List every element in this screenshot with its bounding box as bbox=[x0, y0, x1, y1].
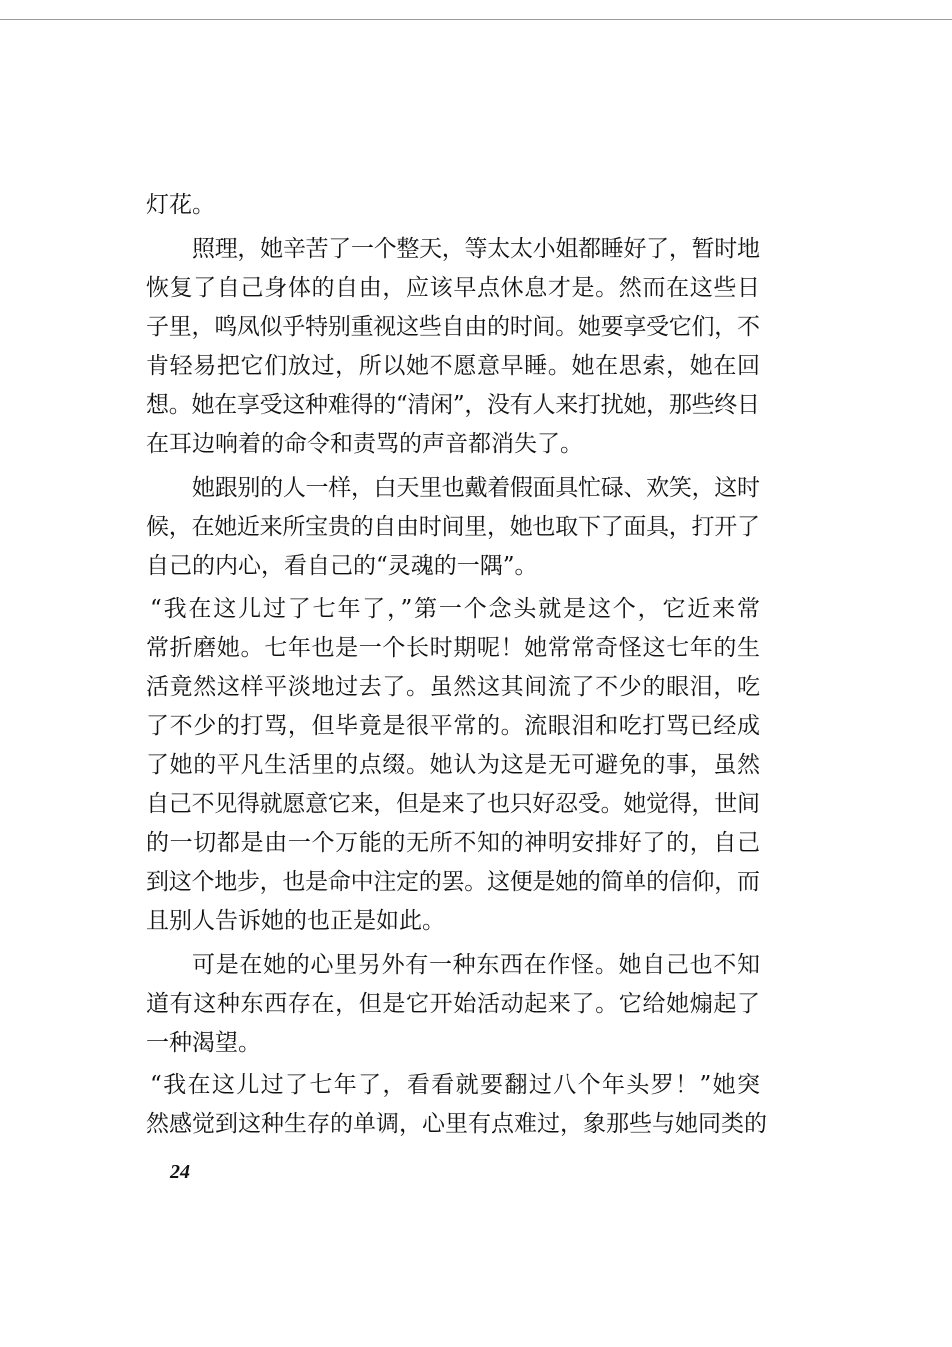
text-line: 子里，鸣凤似乎特别重视这些自由的时间。她要享受它们，不 bbox=[146, 314, 760, 340]
text-line: 活竟然这样平淡地过去了。虽然这其间流了不少的眼泪，吃 bbox=[146, 674, 761, 700]
text-line: 且别人告诉她的也正是如此。 bbox=[146, 908, 445, 934]
text-line: 可是在她的心里另外有一种东西在作怪。她自己也不知 bbox=[192, 952, 761, 978]
text-line: 一种渴望。 bbox=[146, 1030, 261, 1056]
page-number: 24 bbox=[170, 1161, 190, 1183]
text-line: 常折磨她。七年也是一个长时期呢！她常常奇怪这七年的生 bbox=[146, 635, 761, 661]
text-line: “我在这儿过了七年了，看看就要翻过八个年头罗！”她突 bbox=[150, 1072, 762, 1098]
top-rule bbox=[0, 19, 952, 20]
text-line: 的一切都是由一个万能的无所不知的神明安排好了的，自己 bbox=[146, 830, 761, 856]
text-line: 她跟别的人一样，白天里也戴着假面具忙碌、欢笑，这时 bbox=[192, 475, 760, 501]
text-line: 到这个地步，也是命中注定的罢。这便是她的简单的信仰，而 bbox=[146, 869, 760, 895]
text-line: “我在这儿过了七年了，”第一个念头就是这个，它近来常 bbox=[150, 596, 762, 622]
text-line: 自己不见得就愿意它来，但是来了也只好忍受。她觉得，世间 bbox=[146, 791, 760, 817]
text-line: 肯轻易把它们放过，所以她不愿意早睡。她在思索，她在回 bbox=[146, 353, 761, 379]
text-line: 候，在她近来所宝贵的自由时间里，她也取下了面具，打开了 bbox=[146, 514, 760, 540]
text-line: 想。她在享受这种难得的“清闲”，没有人来打扰她，那些终日 bbox=[146, 392, 760, 418]
text-line: 在耳边响着的命令和责骂的声音都消失了。 bbox=[146, 431, 583, 457]
text-line: 道有这种东西存在，但是它开始活动起来了。它给她煽起了 bbox=[146, 991, 761, 1017]
text-line: 然感觉到这种生存的单调，心里有点难过，象那些与她同类的 bbox=[146, 1111, 767, 1137]
text-line: 照理，她辛苦了一个整天，等太太小姐都睡好了，暂时地 bbox=[192, 236, 760, 262]
text-line: 了她的平凡生活里的点缀。她认为这是无可避免的事，虽然 bbox=[146, 752, 761, 778]
text-line: 了不少的打骂，但毕竟是很平常的。流眼泪和吃打骂已经成 bbox=[146, 713, 761, 739]
text-line: 恢复了自己身体的自由，应该早点休息才是。然而在这些日 bbox=[146, 275, 761, 301]
text-line: 灯花。 bbox=[146, 192, 215, 218]
text-line: 自己的内心，看自己的“灵魂的一隅”。 bbox=[146, 553, 538, 579]
